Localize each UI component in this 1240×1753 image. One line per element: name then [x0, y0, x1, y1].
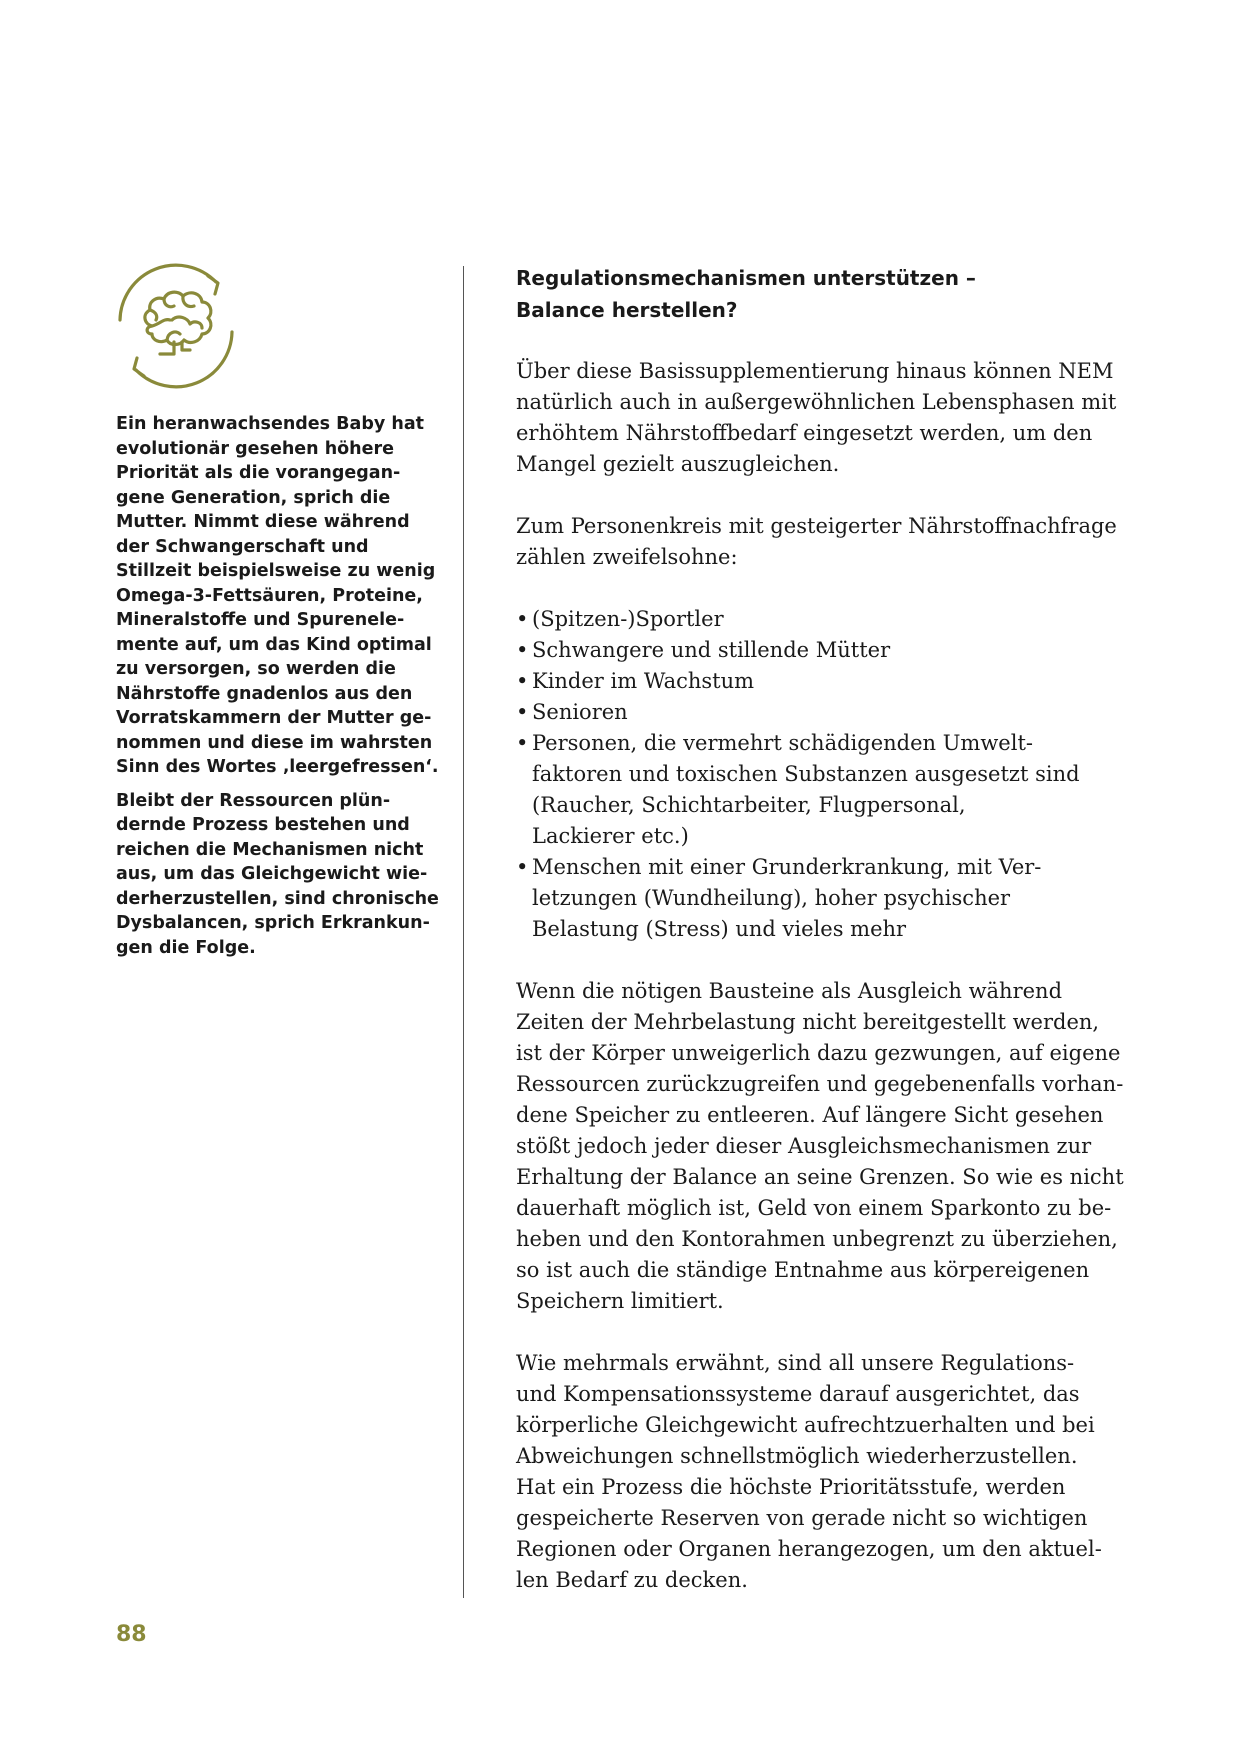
- bullet-list: [516, 604, 1156, 945]
- text-line: len Bedarf zu decken.: [516, 1568, 748, 1592]
- bullet-marker: •: [516, 638, 529, 662]
- text-line: Zum Personenkreis mit gesteigerter Nährstoffnachfrage: [516, 514, 1117, 538]
- text-line: dene Speicher zu entleeren. Auf längere Sicht gesehen: [516, 1103, 1104, 1127]
- paragraph-gap: [116, 780, 416, 789]
- section-heading: [516, 262, 1156, 326]
- column-divider: [463, 266, 464, 1598]
- main-column: [516, 262, 1156, 1596]
- bullet-marker: •: [516, 731, 529, 755]
- text-line: Omega-3-Fettsäuren, Proteine,: [116, 585, 423, 606]
- list-item: [516, 604, 1156, 635]
- list-item-continuation: faktoren und toxischen Substanzen ausgesetzt sind: [532, 762, 1080, 786]
- body-paragraph-2: [516, 511, 1156, 573]
- paragraph-gap: [516, 480, 1156, 511]
- text-line: zählen zweifelsohne:: [516, 545, 738, 569]
- text-line: gen die Folge.: [116, 937, 256, 958]
- sidebar-note: [116, 412, 439, 960]
- text-line: körperliche Gleichgewicht aufrechtzuerhalten und bei: [516, 1413, 1095, 1437]
- text-line: gene Generation, sprich die: [116, 487, 391, 508]
- list-item-continuation: Lackierer etc.): [532, 824, 689, 848]
- text-line: Sinn des Wortes ‚leergefressen‘.: [116, 757, 439, 777]
- text-line: Nährstoffe gnadenlos aus den: [116, 683, 413, 704]
- list-item: [516, 697, 1156, 728]
- text-line: Mutter. Nimmt diese während: [116, 512, 410, 532]
- text-line: reichen die Mechanismen nicht: [116, 839, 424, 860]
- bullet-marker: •: [516, 669, 529, 693]
- text-line: dernde Prozess bestehen und: [116, 815, 410, 835]
- text-line: so ist auch die ständige Entnahme aus körpereigenen: [516, 1258, 1090, 1282]
- text-line: Ressourcen zurückzugreifen und gegebenenfalls vorhan-: [516, 1072, 1124, 1096]
- text-line: Ein heranwachsendes Baby hat: [116, 414, 424, 434]
- text-line: erhöhtem Nährstoffbedarf eingesetzt werden, um den: [516, 421, 1093, 445]
- list-item-continuation: Belastung (Stress) und vieles mehr: [532, 917, 907, 941]
- sidebar-paragraph-2: [116, 789, 439, 961]
- text-line: nommen und diese im wahrsten: [116, 732, 433, 753]
- list-item-continuation: letzungen (Wundheilung), hoher psychischer: [532, 886, 1011, 910]
- text-line: Vorratskammern der Mutter ge-: [116, 708, 432, 728]
- text-line: Über diese Basissupplementierung hinaus können NEM: [516, 359, 1114, 383]
- text-line: der Schwangerschaft und: [116, 536, 369, 557]
- text-line: und Kompensationssysteme darauf ausgerichtet, das: [516, 1382, 1080, 1406]
- list-item: [516, 666, 1156, 697]
- text-line: dauerhaft möglich ist, Geld von einem Sparkonto zu be-: [516, 1196, 1112, 1220]
- paragraph-gap: [516, 945, 1156, 976]
- sidebar-paragraph-1: [116, 412, 439, 780]
- body-paragraph-3: [516, 976, 1156, 1317]
- text-line: Zeiten der Mehrbelastung nicht bereitgestellt werden,: [516, 1010, 1100, 1034]
- text-line: natürlich auch in außergewöhnlichen Lebensphasen mit: [516, 390, 1117, 414]
- body-paragraph-4: [516, 1348, 1156, 1596]
- text-line: Erhaltung der Balance an seine Grenzen. So wie es nicht: [516, 1165, 1124, 1189]
- text-line: Speichern limitiert.: [516, 1289, 724, 1313]
- page-number: 88: [116, 1622, 147, 1647]
- text-line: stößt jedoch jeder dieser Ausgleichsmechanismen zur: [516, 1134, 1092, 1158]
- heading-line: Balance herstellen?: [516, 298, 738, 322]
- text-line: Mangel gezielt auszugleichen.: [516, 452, 840, 476]
- paragraph-gap: [516, 1317, 1156, 1348]
- text-line: Mineralstoffe und Spurenele-: [116, 610, 405, 630]
- text-line: zu versorgen, so werden die: [116, 659, 396, 679]
- text-line: evolutionär gesehen höhere: [116, 438, 395, 459]
- list-item-text: Menschen mit einer Grunderkrankung, mit Ver-: [532, 855, 1042, 879]
- text-line: heben und den Kontorahmen unbegrenzt zu überziehen,: [516, 1227, 1118, 1251]
- list-item: [516, 728, 1156, 852]
- list-item-text: Schwangere und stillende Mütter: [532, 638, 891, 662]
- text-line: gespeicherte Reserven von gerade nicht so wichtigen: [516, 1506, 1088, 1530]
- text-line: Wenn die nötigen Bausteine als Ausgleich während: [516, 979, 1063, 1003]
- bullet-marker: •: [516, 607, 529, 631]
- paragraph-gap: [516, 326, 1156, 356]
- heading-line: Regulationsmechanismen unterstützen –: [516, 266, 976, 290]
- text-line: Regionen oder Organen herangezogen, um den aktuel-: [516, 1537, 1102, 1561]
- list-item-text: Kinder im Wachstum: [532, 669, 755, 693]
- text-line: mente auf, um das Kind optimal: [116, 634, 432, 655]
- text-line: Dysbalancen, sprich Erkrankun-: [116, 913, 430, 933]
- bullet-marker: •: [516, 855, 529, 879]
- text-line: Abweichungen schnellstmöglich wiederherzustellen.: [516, 1444, 1078, 1468]
- list-item: [516, 852, 1156, 945]
- text-line: derherzustellen, sind chronische: [116, 888, 439, 909]
- text-line: Stillzeit beispielsweise zu wenig: [116, 561, 436, 581]
- list-item: [516, 635, 1156, 666]
- list-item-continuation: (Raucher, Schichtarbeiter, Flugpersonal,: [532, 793, 966, 817]
- bullet-marker: •: [516, 700, 529, 724]
- text-line: ist der Körper unweigerlich dazu gezwungen, auf eigene: [516, 1041, 1121, 1065]
- text-line: Bleibt der Ressourcen plün-: [116, 790, 391, 811]
- list-item-text: (Spitzen-)Sportler: [532, 607, 724, 631]
- body-paragraph-1: [516, 356, 1156, 480]
- list-item-text: Personen, die vermehrt schädigenden Umwelt-: [532, 731, 1033, 755]
- list-item-text: Senioren: [532, 700, 628, 724]
- text-line: aus, um das Gleichgewicht wie-: [116, 864, 428, 884]
- text-line: Priorität als die vorangegan-: [116, 463, 401, 483]
- paragraph-gap: [516, 573, 1156, 604]
- text-line: Wie mehrmals erwähnt, sind all unsere Regulations-: [516, 1351, 1075, 1375]
- brain-cycle-icon: [112, 262, 240, 390]
- text-line: Hat ein Prozess die höchste Prioritätsstufe, werden: [516, 1475, 1066, 1499]
